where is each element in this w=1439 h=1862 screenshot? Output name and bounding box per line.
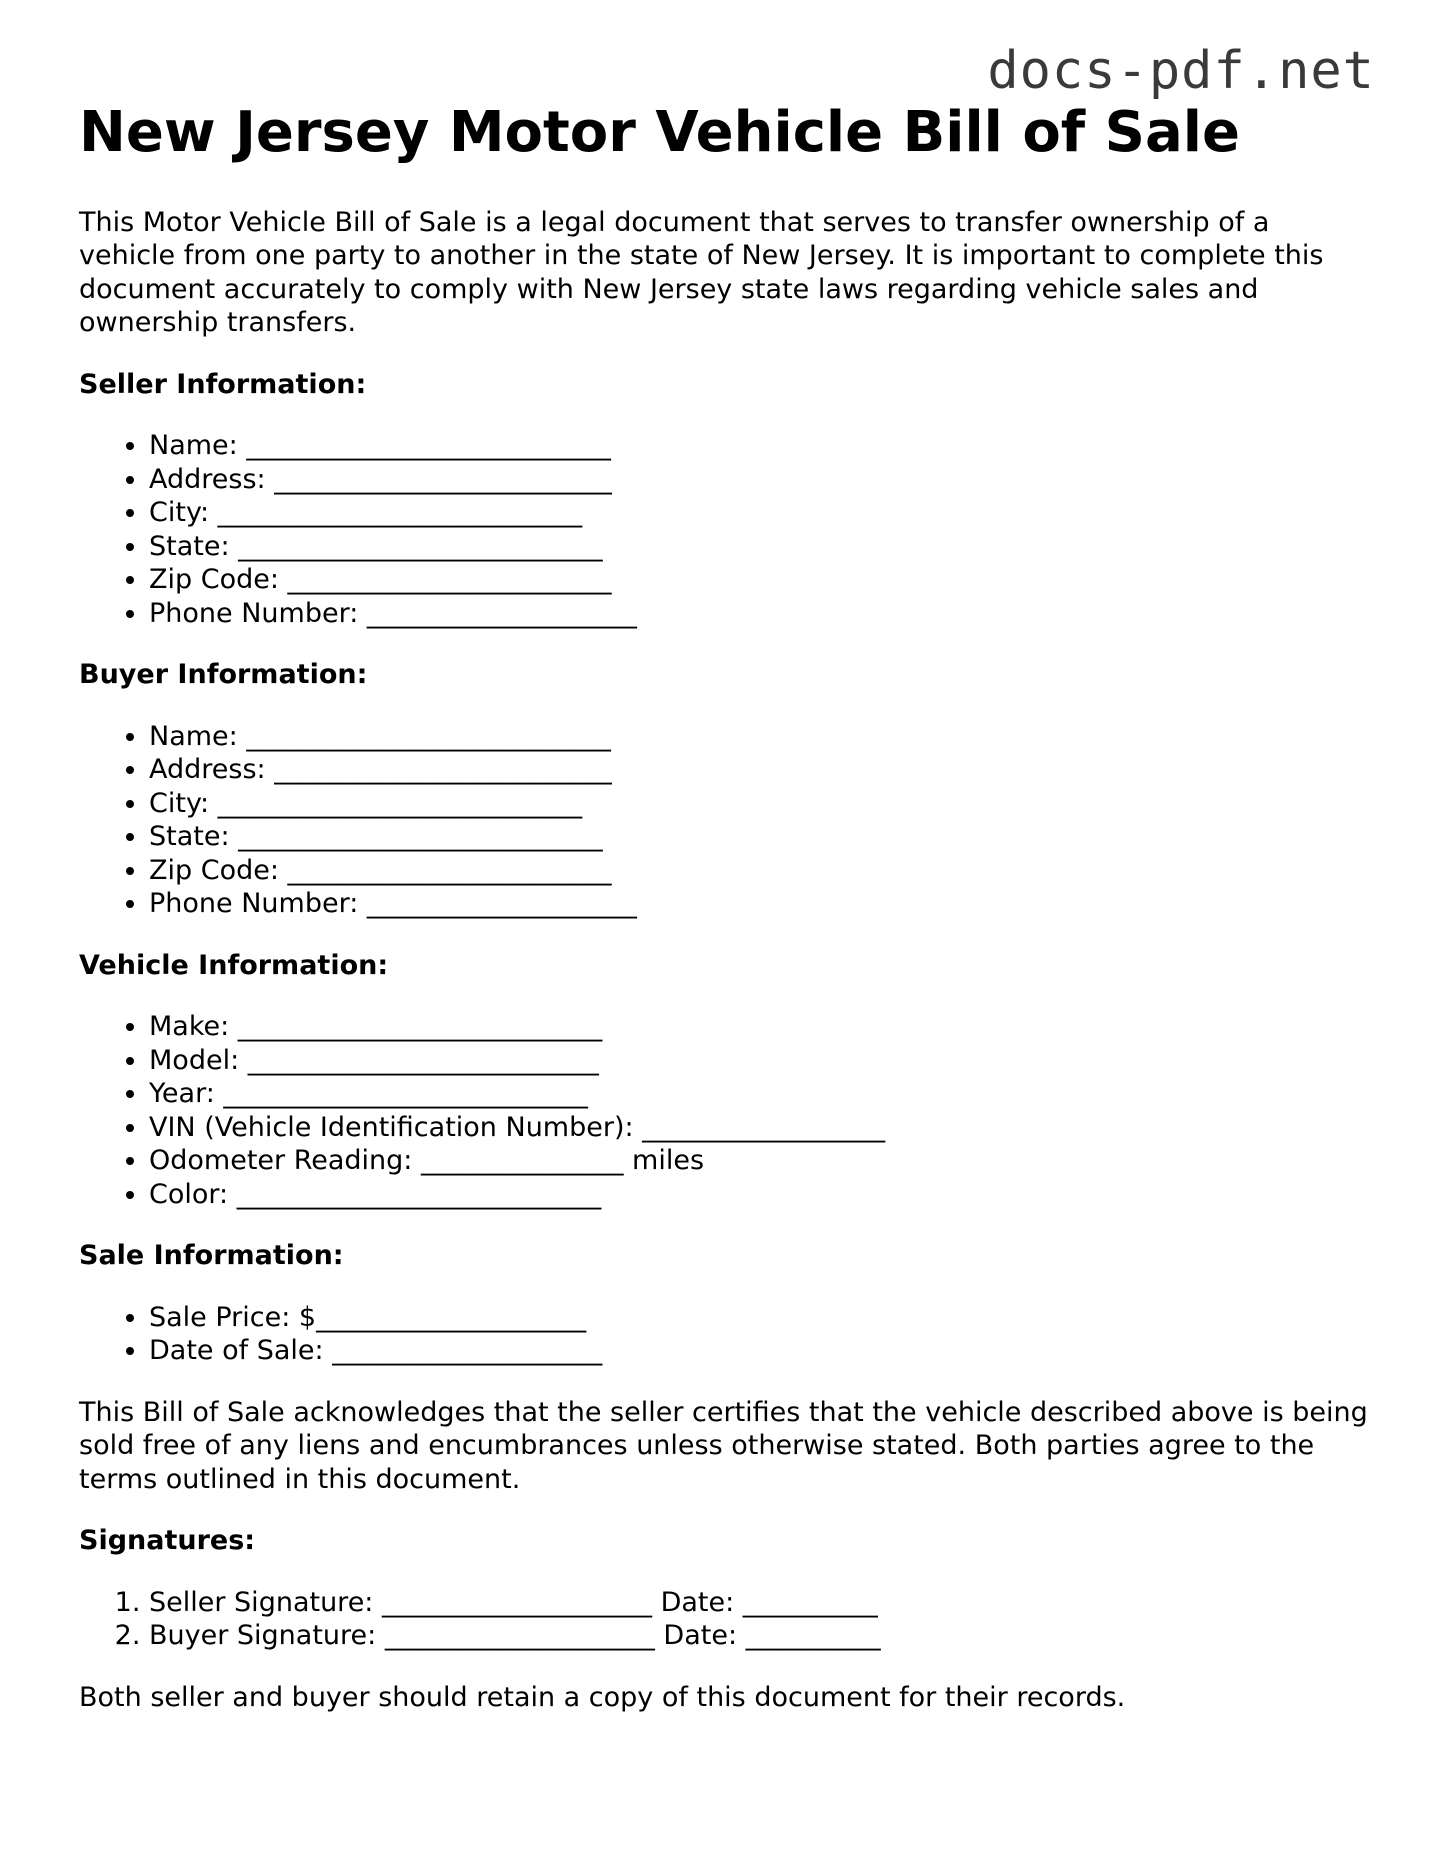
vehicle-make-field[interactable]: • Make: ___________________________	[149, 1010, 1369, 1044]
seller-list	[79, 429, 1369, 630]
buyer-heading: Buyer Information:	[79, 659, 368, 691]
buyer-city-field[interactable]: • City: ___________________________	[149, 787, 1369, 821]
signatures-list	[79, 1586, 1369, 1653]
seller-state-field[interactable]: • State: ___________________________	[149, 530, 1369, 564]
buyer-zip-field[interactable]: • Zip Code: ________________________	[149, 854, 1369, 888]
buyer-state-field[interactable]: • State: ___________________________	[149, 820, 1369, 854]
intro-paragraph: This Motor Vehicle Bill of Sale is a legal document that serves to transfer ownership of a vehicle from one party to another in the state of New Jersey. It is important to complete this document accurately to comply with New Jersey state laws regarding vehicle sales and ownership transfers.	[79, 206, 1324, 339]
seller-phone-field[interactable]: • Phone Number: ____________________	[149, 597, 1369, 631]
buyer-signature-field[interactable]: 2. Buyer Signature: ____________________ Date: __________	[149, 1619, 1369, 1653]
seller-signature-field[interactable]: 1. Seller Signature: ____________________ Date: __________	[149, 1586, 1369, 1620]
seller-zip-field[interactable]: • Zip Code: ________________________	[149, 563, 1369, 597]
seller-city-field[interactable]: • City: ___________________________	[149, 496, 1369, 530]
buyer-list	[79, 720, 1369, 921]
vehicle-vin-field[interactable]: • VIN (Vehicle Identification Number): __________________	[149, 1111, 1369, 1145]
buyer-address-field[interactable]: • Address: _________________________	[149, 753, 1369, 787]
vehicle-year-field[interactable]: • Year: ___________________________	[149, 1077, 1369, 1111]
seller-address-field[interactable]: • Address: _________________________	[149, 463, 1369, 497]
seller-name-field[interactable]: • Name: ___________________________	[149, 429, 1369, 463]
footer-note: Both seller and buyer should retain a copy of this document for their records.	[79, 1681, 1126, 1713]
buyer-phone-field[interactable]: • Phone Number: ____________________	[149, 887, 1369, 921]
sale-heading: Sale Information:	[79, 1240, 344, 1272]
watermark-text: docs-pdf.net	[987, 41, 1375, 101]
vehicle-list	[79, 1010, 1369, 1211]
buyer-name-field[interactable]: • Name: ___________________________	[149, 720, 1369, 754]
acknowledgment-paragraph: This Bill of Sale acknowledges that the seller certifies that the vehicle described above is being sold free of any liens and encumbrances unless otherwise stated. Both parties agree to the terms outlined in this document.	[79, 1396, 1368, 1495]
signatures-heading: Signatures:	[79, 1525, 256, 1557]
sale-list	[79, 1301, 1369, 1368]
sale-date-field[interactable]: • Date of Sale: ____________________	[149, 1334, 1369, 1368]
document-title: New Jersey Motor Vehicle Bill of Sale	[79, 100, 1240, 165]
vehicle-heading: Vehicle Information:	[79, 949, 389, 981]
vehicle-odometer-field[interactable]: • Odometer Reading: _______________ miles	[149, 1144, 1369, 1178]
seller-heading: Seller Information:	[79, 368, 367, 400]
document-body	[79, 102, 1369, 1714]
vehicle-color-field[interactable]: • Color: ___________________________	[149, 1178, 1369, 1212]
vehicle-model-field[interactable]: • Model: __________________________	[149, 1044, 1369, 1078]
sale-price-field[interactable]: • Sale Price: $____________________	[149, 1301, 1369, 1335]
